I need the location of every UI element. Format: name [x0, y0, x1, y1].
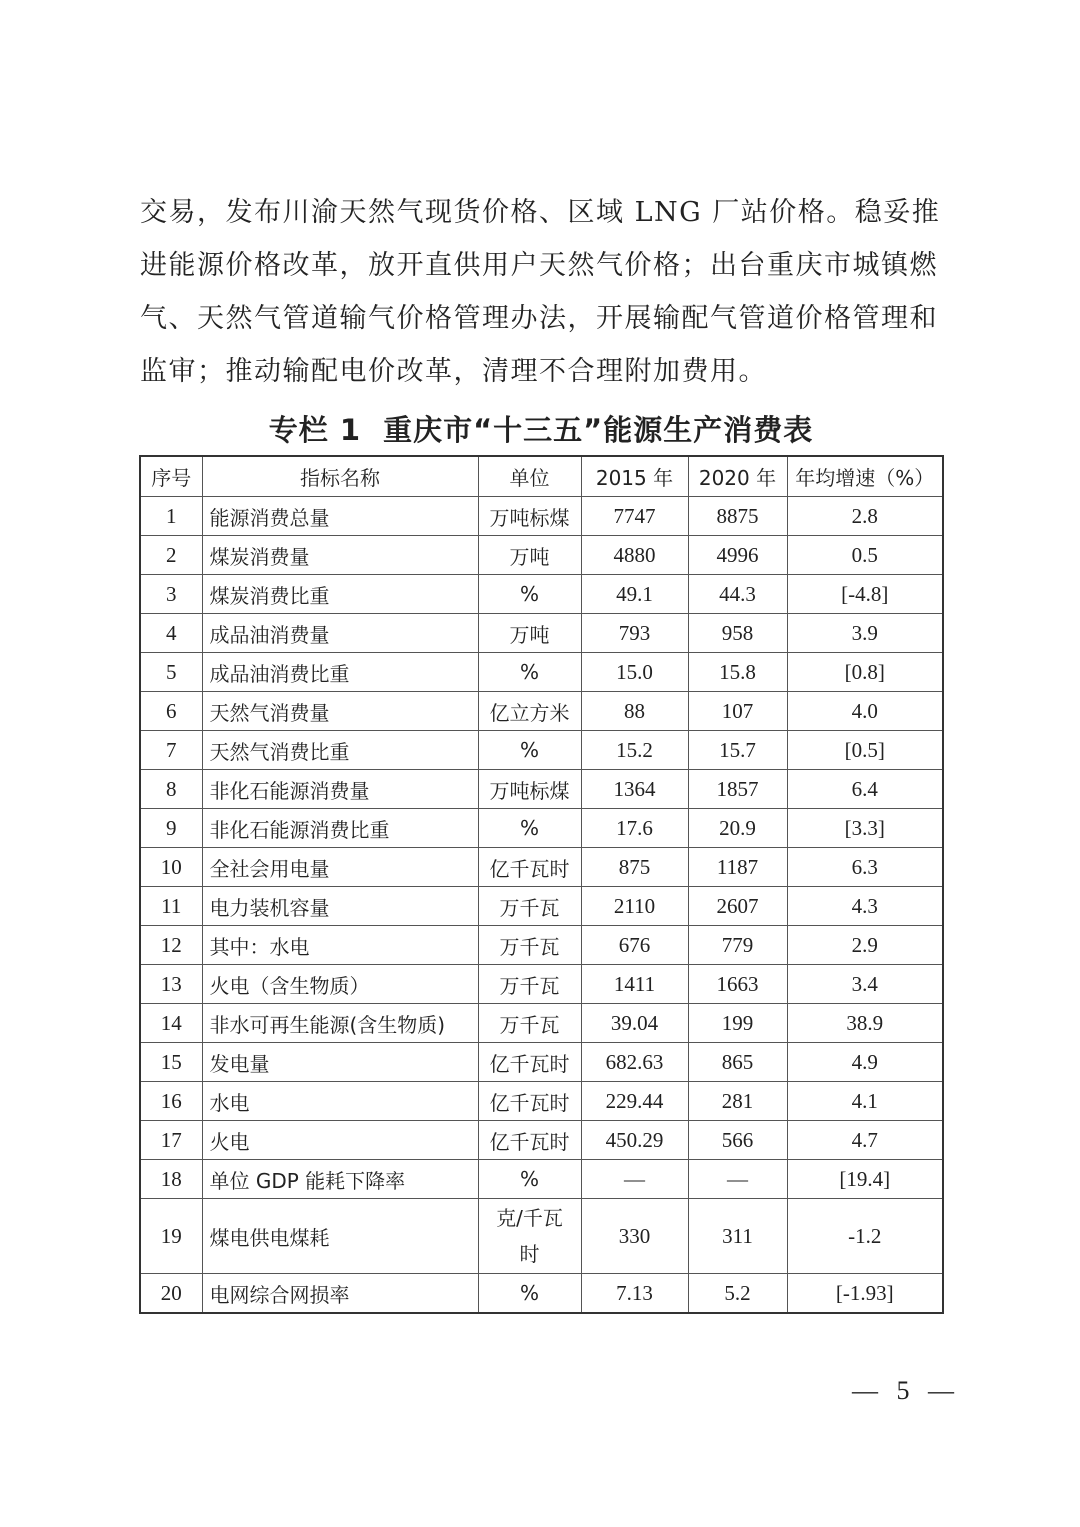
table-row	[140, 809, 943, 848]
cell-value-2020: 865	[688, 1043, 787, 1082]
cell-value-2015: 39.04	[581, 1004, 688, 1043]
cell-unit: 万千瓦	[478, 887, 581, 926]
table-row	[140, 1274, 943, 1314]
cell-indicator-name: 火电	[202, 1121, 478, 1160]
cell-value-2020: 8875	[688, 497, 787, 536]
cell-indicator-name: 煤炭消费量	[202, 536, 478, 575]
cell-value-2015: 2110	[581, 887, 688, 926]
cell-value-2020: 1857	[688, 770, 787, 809]
table-body	[140, 497, 943, 1314]
header-indicator-name: 指标名称	[202, 456, 478, 497]
header-unit: 单位	[478, 456, 581, 497]
cell-unit: 万吨标煤	[478, 770, 581, 809]
cell-value-2020: 5.2	[688, 1274, 787, 1314]
cell-annual-growth: [0.5]	[787, 731, 943, 770]
cell-unit: %	[478, 575, 581, 614]
caption-label: 专栏 1	[268, 413, 362, 447]
cell-annual-growth: 6.4	[787, 770, 943, 809]
cell-value-2020: 4996	[688, 536, 787, 575]
cell-index: 19	[140, 1199, 202, 1274]
cell-unit: 万吨标煤	[478, 497, 581, 536]
cell-annual-growth: 0.5	[787, 536, 943, 575]
paragraph-line: 气、天然气管道输气价格管理办法，开展输配气管道价格管理和	[140, 303, 938, 334]
table-caption	[140, 408, 942, 449]
cell-unit: 万千瓦	[478, 965, 581, 1004]
cell-value-2020: 311	[688, 1199, 787, 1274]
table-row	[140, 1160, 943, 1199]
table-row	[140, 536, 943, 575]
table-row	[140, 1121, 943, 1160]
cell-index: 16	[140, 1082, 202, 1121]
cell-annual-growth: 6.3	[787, 848, 943, 887]
cell-unit: 克/千瓦时	[478, 1199, 581, 1274]
table-row	[140, 731, 943, 770]
cell-value-2020: 1187	[688, 848, 787, 887]
cell-indicator-name: 非水可再生能源(含生物质)	[202, 1004, 478, 1043]
cell-annual-growth: 4.9	[787, 1043, 943, 1082]
cell-index: 2	[140, 536, 202, 575]
cell-value-2015: 15.0	[581, 653, 688, 692]
cell-value-2015: 229.44	[581, 1082, 688, 1121]
cell-annual-growth: 2.8	[787, 497, 943, 536]
cell-value-2015: 682.63	[581, 1043, 688, 1082]
cell-index: 20	[140, 1274, 202, 1314]
cell-index: 10	[140, 848, 202, 887]
cell-indicator-name: 成品油消费量	[202, 614, 478, 653]
cell-value-2020: 15.8	[688, 653, 787, 692]
table-row	[140, 1199, 943, 1274]
cell-value-2020: 20.9	[688, 809, 787, 848]
cell-unit: 亿立方米	[478, 692, 581, 731]
cell-indicator-name: 能源消费总量	[202, 497, 478, 536]
cell-annual-growth: 2.9	[787, 926, 943, 965]
cell-annual-growth: [-1.93]	[787, 1274, 943, 1314]
header-row	[140, 456, 943, 497]
table-row	[140, 575, 943, 614]
cell-value-2015: 1411	[581, 965, 688, 1004]
cell-value-2020: 2607	[688, 887, 787, 926]
cell-value-2015: 1364	[581, 770, 688, 809]
page-number: — 5 —	[852, 1376, 960, 1405]
cell-unit: %	[478, 731, 581, 770]
cell-index: 13	[140, 965, 202, 1004]
cell-value-2020: —	[688, 1160, 787, 1199]
cell-value-2020: 15.7	[688, 731, 787, 770]
cell-value-2020: 199	[688, 1004, 787, 1043]
cell-indicator-name: 水电	[202, 1082, 478, 1121]
table-row	[140, 1082, 943, 1121]
cell-indicator-name: 成品油消费比重	[202, 653, 478, 692]
cell-unit: %	[478, 1160, 581, 1199]
cell-annual-growth: [19.4]	[787, 1160, 943, 1199]
cell-index: 18	[140, 1160, 202, 1199]
table-row	[140, 653, 943, 692]
cell-indicator-name: 单位 GDP 能耗下降率	[202, 1160, 478, 1199]
cell-value-2020: 958	[688, 614, 787, 653]
cell-indicator-name: 非化石能源消费量	[202, 770, 478, 809]
cell-index: 7	[140, 731, 202, 770]
cell-index: 6	[140, 692, 202, 731]
cell-value-2015: 7.13	[581, 1274, 688, 1314]
cell-unit: 万千瓦	[478, 1004, 581, 1043]
paragraph-line: 交易，发布川渝天然气现货价格、区域 LNG 厂站价格。稳妥推	[140, 197, 941, 228]
table-row	[140, 770, 943, 809]
table-row	[140, 692, 943, 731]
table-row	[140, 965, 943, 1004]
cell-indicator-name: 煤电供电煤耗	[202, 1199, 478, 1274]
table-row	[140, 926, 943, 965]
cell-value-2015: 875	[581, 848, 688, 887]
cell-value-2015: —	[581, 1160, 688, 1199]
cell-annual-growth: 4.7	[787, 1121, 943, 1160]
cell-unit: 亿千瓦时	[478, 1082, 581, 1121]
cell-value-2015: 4880	[581, 536, 688, 575]
cell-annual-growth: 3.9	[787, 614, 943, 653]
cell-indicator-name: 发电量	[202, 1043, 478, 1082]
table-row	[140, 497, 943, 536]
cell-index: 14	[140, 1004, 202, 1043]
paragraph-line: 监审；推动输配电价改革，清理不合理附加费用。	[140, 356, 767, 387]
header-year-2015: 2015 年	[581, 456, 688, 497]
cell-value-2020: 107	[688, 692, 787, 731]
cell-unit: 亿千瓦时	[478, 848, 581, 887]
cell-value-2015: 330	[581, 1199, 688, 1274]
cell-indicator-name: 天然气消费比重	[202, 731, 478, 770]
table-row	[140, 1004, 943, 1043]
cell-unit: 万千瓦	[478, 926, 581, 965]
cell-index: 15	[140, 1043, 202, 1082]
cell-value-2020: 1663	[688, 965, 787, 1004]
table-row	[140, 1043, 943, 1082]
header-year-2020: 2020 年	[688, 456, 787, 497]
cell-annual-growth: 4.3	[787, 887, 943, 926]
cell-unit: %	[478, 1274, 581, 1314]
energy-table	[139, 455, 944, 1314]
cell-index: 4	[140, 614, 202, 653]
cell-index: 9	[140, 809, 202, 848]
cell-indicator-name: 全社会用电量	[202, 848, 478, 887]
cell-annual-growth: [0.8]	[787, 653, 943, 692]
cell-value-2020: 44.3	[688, 575, 787, 614]
cell-value-2015: 17.6	[581, 809, 688, 848]
cell-indicator-name: 电力装机容量	[202, 887, 478, 926]
cell-index: 1	[140, 497, 202, 536]
cell-value-2020: 281	[688, 1082, 787, 1121]
cell-index: 8	[140, 770, 202, 809]
cell-value-2020: 779	[688, 926, 787, 965]
cell-annual-growth: 4.1	[787, 1082, 943, 1121]
cell-indicator-name: 火电（含生物质）	[202, 965, 478, 1004]
cell-value-2015: 676	[581, 926, 688, 965]
cell-index: 12	[140, 926, 202, 965]
cell-index: 5	[140, 653, 202, 692]
header-index: 序号	[140, 456, 202, 497]
cell-annual-growth: 38.9	[787, 1004, 943, 1043]
cell-unit: 亿千瓦时	[478, 1043, 581, 1082]
cell-unit: 亿千瓦时	[478, 1121, 581, 1160]
cell-value-2015: 450.29	[581, 1121, 688, 1160]
cell-value-2015: 88	[581, 692, 688, 731]
cell-indicator-name: 非化石能源消费比重	[202, 809, 478, 848]
cell-index: 17	[140, 1121, 202, 1160]
cell-annual-growth: 3.4	[787, 965, 943, 1004]
body-paragraph	[140, 186, 940, 398]
cell-unit: %	[478, 653, 581, 692]
table-row	[140, 614, 943, 653]
cell-value-2015: 15.2	[581, 731, 688, 770]
table-header	[140, 456, 943, 497]
cell-unit: 万吨	[478, 614, 581, 653]
cell-unit: 万吨	[478, 536, 581, 575]
cell-value-2020: 566	[688, 1121, 787, 1160]
cell-value-2015: 49.1	[581, 575, 688, 614]
table-row	[140, 848, 943, 887]
cell-unit: %	[478, 809, 581, 848]
cell-value-2015: 793	[581, 614, 688, 653]
cell-value-2015: 7747	[581, 497, 688, 536]
cell-indicator-name: 煤炭消费比重	[202, 575, 478, 614]
caption-title: 重庆市“十三五”能源生产消费表	[383, 413, 814, 447]
cell-index: 11	[140, 887, 202, 926]
cell-annual-growth: [3.3]	[787, 809, 943, 848]
cell-annual-growth: -1.2	[787, 1199, 943, 1274]
cell-indicator-name: 天然气消费量	[202, 692, 478, 731]
cell-indicator-name: 其中：水电	[202, 926, 478, 965]
table-row	[140, 887, 943, 926]
cell-annual-growth: [-4.8]	[787, 575, 943, 614]
paragraph-line: 进能源价格改革，放开直供用户天然气价格；出台重庆市城镇燃	[140, 250, 938, 281]
cell-annual-growth: 4.0	[787, 692, 943, 731]
cell-index: 3	[140, 575, 202, 614]
cell-indicator-name: 电网综合网损率	[202, 1274, 478, 1314]
header-annual-growth: 年均增速（%）	[787, 456, 943, 497]
